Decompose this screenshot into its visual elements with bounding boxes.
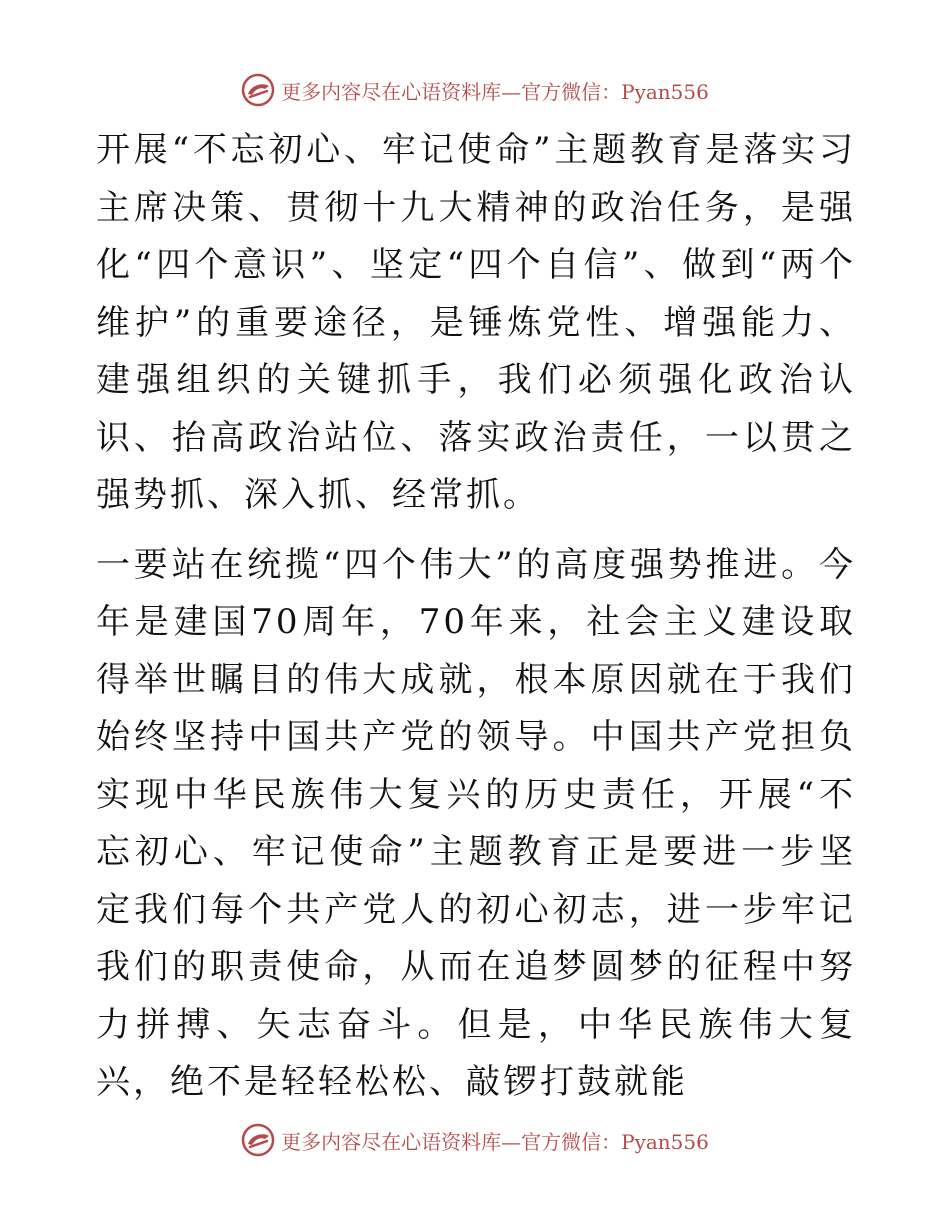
red-hat-logo-icon bbox=[241, 73, 275, 107]
header-banner-text: 更多内容尽在心语资料库—官方微信：Pyan556 bbox=[281, 79, 709, 104]
footer-banner bbox=[0, 1120, 950, 1160]
document-body bbox=[96, 122, 856, 1112]
header-banner bbox=[0, 70, 950, 110]
red-hat-logo-icon bbox=[241, 1123, 275, 1157]
footer-banner-text: 更多内容尽在心语资料库—官方微信：Pyan556 bbox=[281, 1129, 709, 1154]
paragraph-2: 一要站在统揽“四个伟大”的高度强势推进。今年是建国70周年，70年来，社会主义建设取得举世瞩目的伟大成就，根本原因就在于我们始终坚持中国共产党的领导。中国共产党担负实现中华民族伟大复兴的历史责任，开展“不忘初心、牢记使命”主题教育正是要进一步坚定我们每个共产党人的初心初志，进一步牢记我们的职责使命，从而在追梦圆梦的征程中努力拼搏、矢志奋斗。但是，中华民族伟大复兴，绝不是轻轻松松、敲锣打鼓就能 bbox=[96, 544, 856, 1102]
paragraph-1: 开展“不忘初心、牢记使命”主题教育是落实习主席决策、贯彻十九大精神的政治任务，是强化“四个意识”、坚定“四个自信”、做到“两个维护”的重要途径，是锤炼党性、增强能力、建强组织的关键抓手，我们必须强化政治认识、抬高政治站位、落实政治责任，一以贯之强势抓、深入抓、经常抓。 bbox=[96, 130, 856, 515]
